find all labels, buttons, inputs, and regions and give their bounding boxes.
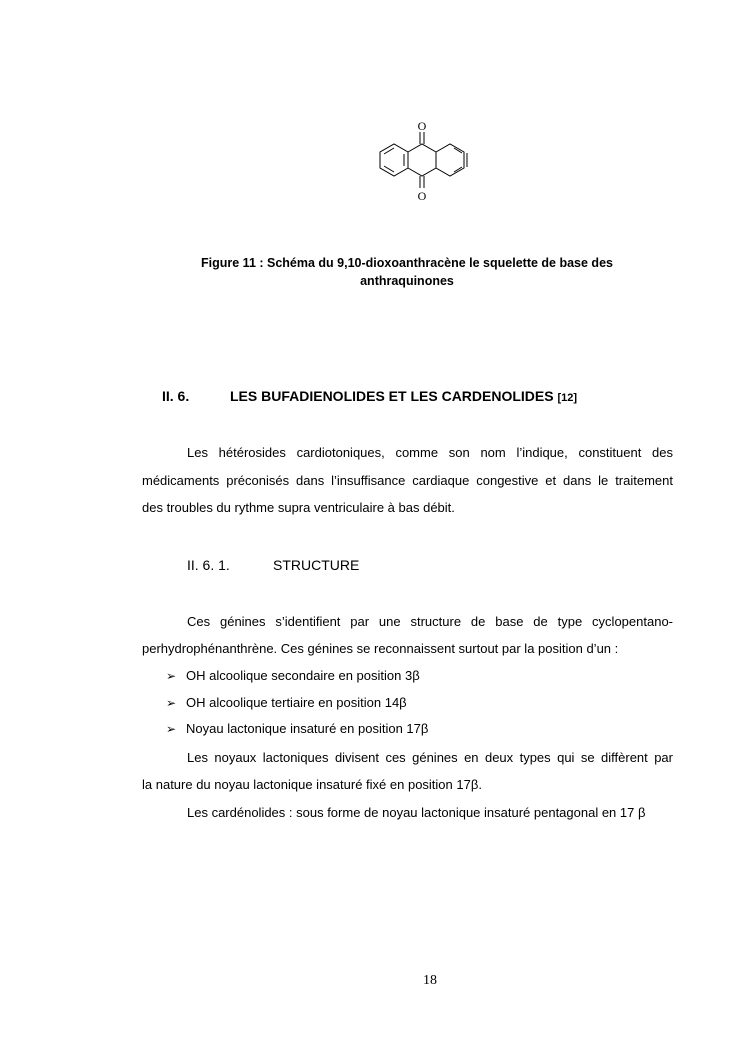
list-item-text: OH alcoolique secondaire en position 3β — [186, 668, 420, 683]
list-item-text: OH alcoolique tertiaire en position 14β — [186, 695, 407, 710]
molecule-bonds — [380, 132, 467, 188]
subsection-title: STRUCTURE — [273, 557, 360, 573]
section-title: LES BUFADIENOLIDES ET LES CARDENOLIDES — [230, 388, 554, 404]
figure-caption-line: anthraquinones — [360, 274, 454, 288]
oxygen-atom-top: O — [417, 119, 427, 133]
paragraph-line: Ces génines s’identifient par une structure de base de type cyclopentano- — [187, 614, 673, 629]
list-item — [166, 695, 407, 710]
paragraph-line: des troubles du rythme supra ventriculaire à bas débit. — [142, 500, 455, 515]
bullet-arrow-icon: ➢ — [166, 669, 177, 683]
list-item — [166, 721, 428, 736]
bullet-arrow-icon: ➢ — [166, 696, 177, 710]
figure-caption — [142, 254, 672, 290]
paragraph-line: Les noyaux lactoniques divisent ces génines en deux types qui se diffèrent par — [187, 750, 673, 765]
list-item — [166, 668, 420, 683]
subsection-number: II. 6. 1. — [187, 557, 230, 573]
paragraph-line: Les hétérosides cardiotoniques, comme son nom l’indique, constituent des — [187, 445, 673, 460]
anthraquinone-structure — [370, 116, 500, 211]
bullet-arrow-icon: ➢ — [166, 722, 177, 736]
oxygen-atom-bottom: O — [417, 189, 427, 203]
page-number: 18 — [423, 973, 437, 988]
paragraph-line: Les cardénolides : sous forme de noyau lactonique insaturé pentagonal en 17 β — [187, 805, 646, 820]
section-heading — [230, 388, 577, 404]
list-item-text: Noyau lactonique insaturé en position 17β — [186, 721, 429, 736]
paragraph-line: perhydrophénanthrène. Ces génines se reconnaissent surtout par la position d’un : — [142, 641, 619, 656]
paragraph-line: la nature du noyau lactonique insaturé fixé en position 17β. — [142, 777, 482, 792]
paragraph-line: médicaments préconisés dans l’insuffisance cardiaque congestive et dans le traitement — [142, 473, 673, 488]
section-number: II. 6. — [162, 388, 190, 404]
figure-caption-line: Figure 11 : Schéma du 9,10-dioxoanthracène le squelette de base des — [201, 256, 613, 270]
section-reference: [12] — [557, 392, 578, 404]
